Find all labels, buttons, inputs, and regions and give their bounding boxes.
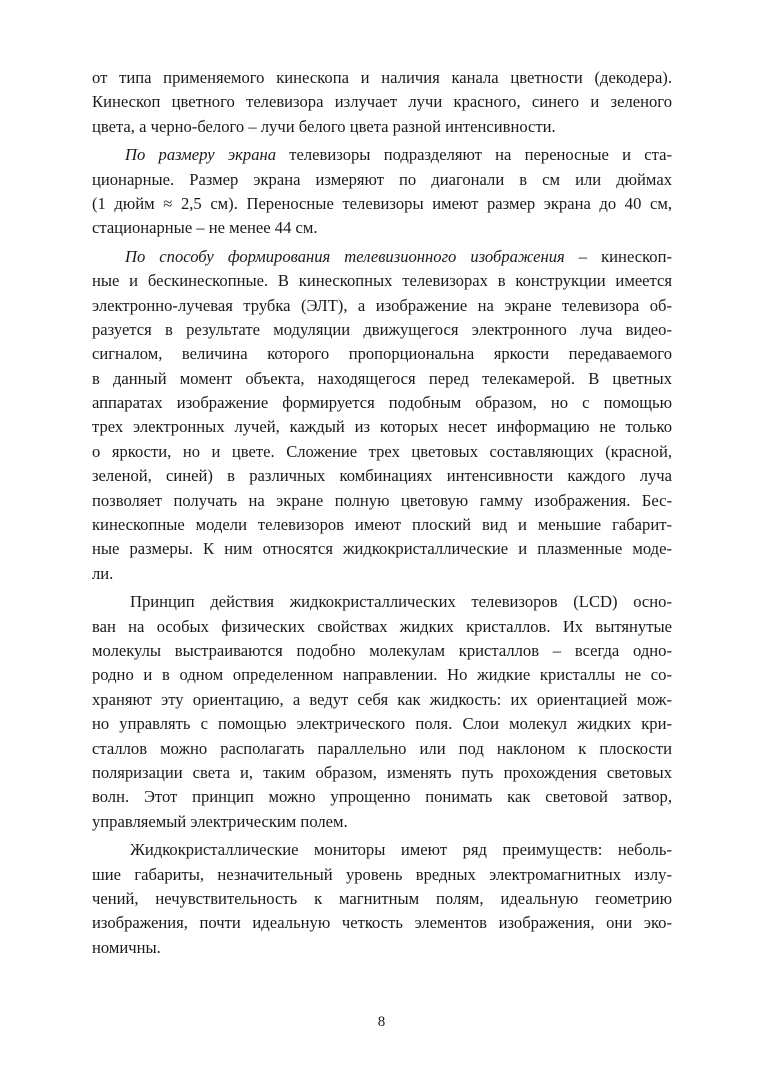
text-fragment: – кинескоп- [564,246,673,266]
text-line [92,143,672,167]
paragraph-2 [92,143,672,241]
text-line: зеленой, синей) в различных комбинациях интенсивности каждого луча [92,466,672,486]
text-line: сталлов можно располагать параллельно или под наклоном к плоскости [92,738,672,758]
text-line: родно и в одном определенном направлении. Но жидкие кристаллы не со- [92,665,672,685]
italic-lead: По способу формирования телевизионного изображения [125,246,565,266]
text-line: аппаратах изображение формируется подобным образом, но с помощью [92,393,672,413]
text-line: храняют эту ориентацию, а ведут себя как жидкость: их ориентацией мож- [92,689,672,709]
paragraph-5 [92,838,672,960]
text-line: чений, нечувствительность к магнитным полям, идеальную геометрию [92,888,672,908]
text-line: но управлять с помощью электрического поля. Слои молекул жидких кри- [92,714,672,734]
text-line: разуется в результате модуляции движущегося электронного луча видео- [92,319,672,339]
text-line: цвета, а черно-белого – лучи белого цвета разной интенсивности. [92,116,556,136]
text-line: позволяет получать на экране полную цветовую гамму изображения. Бес- [92,490,672,510]
text-line: управляемый электрическим полем. [92,811,348,831]
text-line: о яркости, но и цвете. Сложение трех цветовых составляющих (красной, [92,441,672,461]
text-line: Кинескоп цветного телевизора излучает лучи красного, синего и зеленого [92,92,672,112]
text-line: Принцип действия жидкокристаллических телевизоров (LCD) осно- [130,592,672,612]
text-line: сигналом, величина которого пропорциональна яркости передаваемого [92,344,672,364]
text-line: в данный момент объекта, находящегося перед телекамерой. В цветных [92,368,672,388]
paragraph-1 [92,66,672,139]
text-line: ли. [92,563,114,583]
text-line: шие габариты, незначительный уровень вредных электромагнитных излу- [92,864,672,884]
page-body [92,66,672,960]
text-line: ные и бескинескопные. В кинескопных телевизорах в конструкции имеется [92,271,672,291]
text-line: (1 дюйм ≈ 2,5 см). Переносные телевизоры имеют размер экрана до 40 см, [92,193,672,213]
italic-lead: По размеру экрана [125,145,277,165]
paragraph-3 [92,245,672,586]
text-line: ные размеры. К ним относятся жидкокристаллические и плазменные моде- [92,539,672,559]
paragraph-4 [92,590,672,834]
text-fragment: телевизоры подразделяют на переносные и ста- [276,145,672,165]
text-line: трех электронных лучей, каждый из которых несет информацию не только [92,417,672,437]
text-line: молекулы выстраиваются подобно молекулам кристаллов – всегда одно- [92,640,672,660]
text-line: от типа применяемого кинескопа и наличия канала цветности (декодера). [92,68,672,87]
text-line: Жидкокристаллические мониторы имеют ряд преимуществ: неболь- [130,840,672,860]
text-line: ционарные. Размер экрана измеряют по диагонали в см или дюймах [92,169,672,189]
text-line: электронно-лучевая трубка (ЭЛТ), а изображение на экране телевизора об- [92,295,672,315]
text-line: кинескопные модели телевизоров имеют плоский вид и меньшие габарит- [92,515,672,535]
page-number: 8 [377,1014,386,1030]
text-line: номичны. [92,937,161,957]
text-line: ван на особых физических свойствах жидких кристаллов. Их вытянутые [92,616,672,636]
text-line: стационарные – не менее 44 см. [92,218,318,238]
text-line: изображения, почти идеальную четкость элементов изображения, они эко- [92,913,672,933]
text-line: поляризации света и, таким образом, изменять путь прохождения световых [92,762,672,782]
text-line: волн. Этот принцип можно упрощенно понимать как световой затвор, [92,787,672,807]
text-line [92,245,672,269]
